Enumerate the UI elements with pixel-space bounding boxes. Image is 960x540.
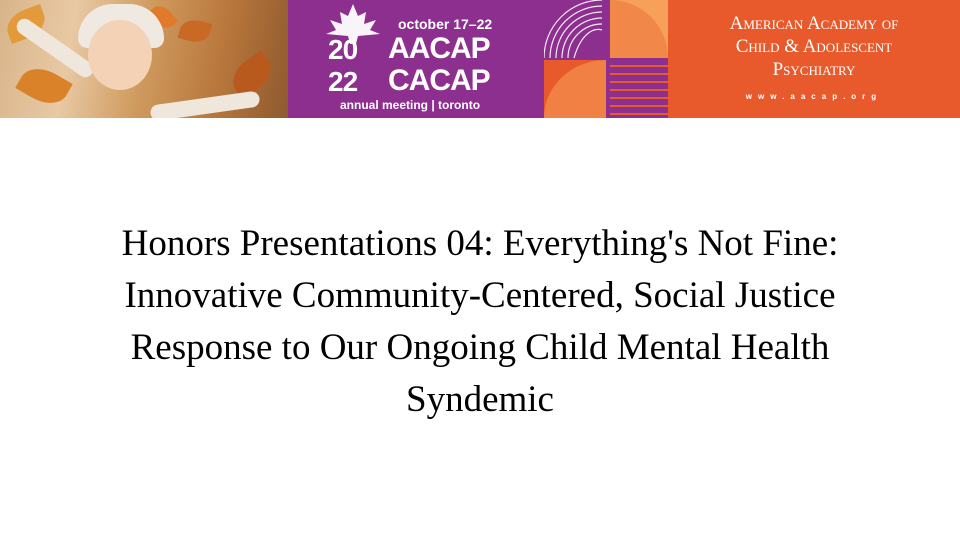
title-line: Syndemic — [406, 379, 554, 420]
year-top: 20 — [328, 34, 358, 65]
org-name-line: American Academy of — [729, 13, 899, 34]
title-line: Response to Our Ongoing Child Mental Health — [130, 327, 830, 368]
brand-aacap: AACAP — [388, 32, 490, 65]
banner-photo — [0, 0, 288, 118]
year-bottom: 22 — [328, 66, 358, 97]
aacap-logo — [668, 0, 960, 118]
org-name-line: Psychiatry — [772, 59, 856, 80]
org-url: www.aacap.org — [745, 92, 883, 101]
brand-cacap: CACAP — [388, 64, 490, 97]
title-line: Innovative Community-Centered, Social Justice — [124, 275, 836, 316]
org-name — [668, 12, 960, 81]
title-line: Honors Presentations 04: Everything's Not Fine: — [121, 223, 839, 264]
org-name-line: Child & Adolescent — [735, 36, 893, 57]
conference-banner — [0, 0, 960, 118]
geometric-art — [544, 0, 668, 118]
conference-dates: october 17–22 — [398, 16, 493, 32]
conference-logo — [288, 0, 544, 118]
slide-title — [40, 218, 920, 426]
meeting-subline: annual meeting | toronto — [340, 98, 481, 112]
